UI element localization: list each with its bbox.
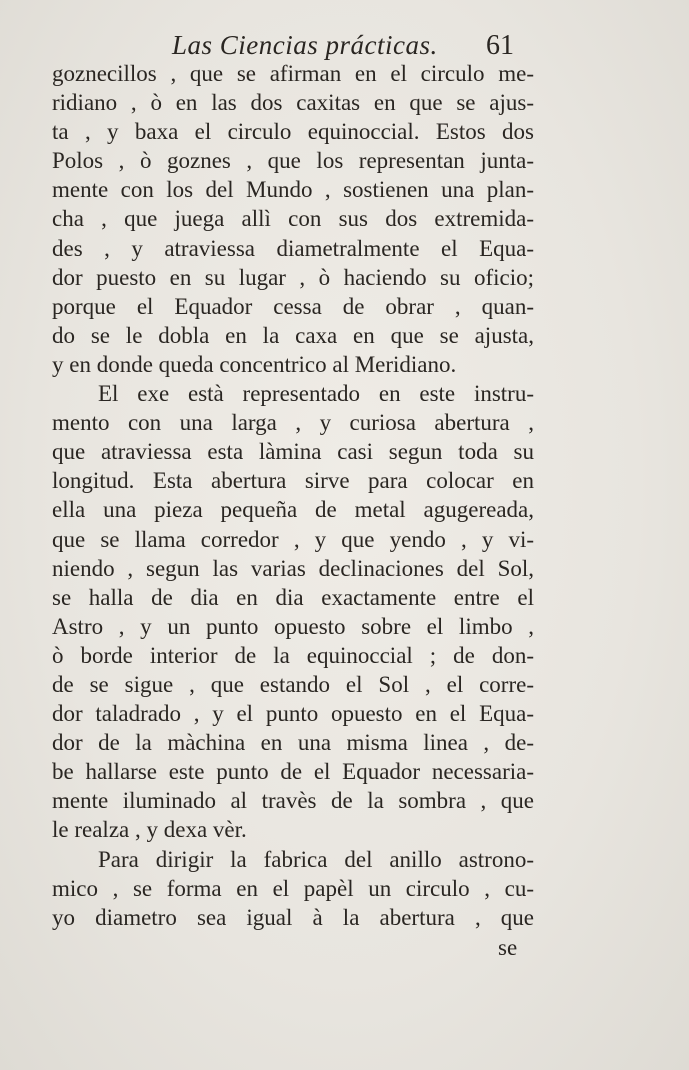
text-line: mente iluminado al travès de la sombra , que (52, 788, 534, 814)
text-line: cha , que juega allì con sus dos extremida- (52, 206, 534, 232)
text-line: dor puesto en su lugar , ò haciendo su oficio; (52, 264, 534, 290)
text-line: Astro , y un punto opuesto sobre el limbo , (52, 613, 534, 639)
text-line: ò borde interior de la equinoccial ; de don- (52, 642, 534, 668)
text-line: des , y atraviessa diametralmente el Equa- (52, 235, 534, 261)
text-line: ella una pieza pequeña de metal agugereada, (52, 497, 534, 523)
text-line: se halla de dia en dia exactamente entre el (52, 584, 534, 610)
text-line: ridiano , ò en las dos caxitas en que se ajus- (52, 90, 534, 116)
text-line: de se sigue , que estando el Sol , el corre- (52, 671, 534, 697)
catchword: se (498, 935, 518, 960)
page-number: 61 (486, 30, 514, 61)
text-line: be hallarse este punto de el Equador necessaria- (52, 759, 534, 785)
text-line: mico , se forma en el papèl un circulo , cu- (52, 875, 534, 901)
text-line: mente con los del Mundo , sostienen una plan- (52, 177, 534, 203)
text-line: y en donde queda concentrico al Meridiano. (52, 351, 457, 377)
text-line: do se le dobla en la caxa en que se ajusta, (52, 322, 534, 348)
text-line: longitud. Esta abertura sirve para colocar en (52, 468, 534, 494)
text-line: que se llama corredor , y que yendo , y vi- (52, 526, 534, 552)
text-line: que atraviessa esta làmina casi segun toda su (52, 439, 534, 465)
running-title: Las Ciencias prácticas. (172, 30, 438, 60)
text-line: El exe està representado en este instru- (98, 381, 534, 407)
text-line: le realza , y dexa vèr. (52, 817, 247, 843)
text-line: Para dirigir la fabrica del anillo astrono- (98, 846, 534, 872)
text-line: porque el Equador cessa de obrar , quan- (52, 293, 534, 319)
body-text (52, 59, 534, 932)
text-line: dor taladrado , y el punto opuesto en el Equa- (52, 701, 534, 727)
text-line: goznecillos , que se afirman en el circulo me- (52, 61, 534, 86)
text-line: yo diametro sea igual à la abertura , que (52, 904, 534, 930)
text-line: niendo , segun las varias declinaciones del Sol, (52, 555, 534, 581)
text-line: dor de la màchina en una misma linea , de- (52, 730, 534, 756)
text-line: mento con una larga , y curiosa abertura , (52, 410, 534, 436)
text-line: Polos , ò goznes , que los representan junta- (52, 148, 534, 174)
text-line: ta , y baxa el circulo equinoccial. Estos dos (52, 119, 534, 145)
